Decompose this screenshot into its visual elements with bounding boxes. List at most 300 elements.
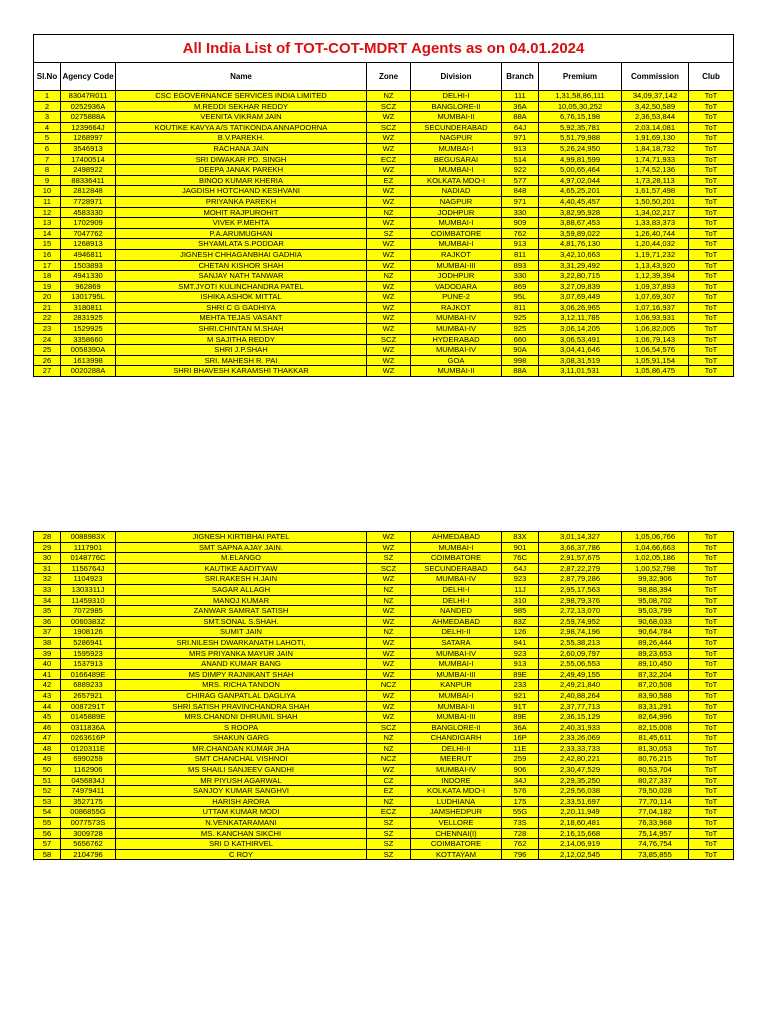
table-row	[34, 648, 734, 659]
cell-zone: WZ	[367, 313, 411, 324]
cell-agency-code: 1613998	[61, 355, 116, 366]
cell-zone: WZ	[367, 143, 411, 154]
table-row	[34, 143, 734, 154]
table-row	[34, 542, 734, 553]
cell-premium: 4,81,76,130	[539, 239, 622, 250]
cell-commission: 95,08,702	[622, 595, 689, 606]
cell-division: MUMBAI-IV	[411, 345, 502, 356]
cell-zone: NZ	[367, 627, 411, 638]
cell-club: ToT	[689, 228, 734, 239]
cell-division: JODHPUR	[411, 271, 502, 282]
cell-name: RACHANA JAIN	[116, 143, 367, 154]
cell-name: UTTAM KUMAR MODI	[116, 807, 367, 818]
cell-agency-code: 0275888A	[61, 112, 116, 123]
cell-premium: 2,40,31,933	[539, 722, 622, 733]
table-row	[34, 743, 734, 754]
cell-slno: 5	[34, 133, 61, 144]
table-row	[34, 786, 734, 797]
table-row	[34, 574, 734, 585]
cell-zone: WZ	[367, 165, 411, 176]
table-row	[34, 165, 734, 176]
cell-club: ToT	[689, 775, 734, 786]
cell-branch: 330	[502, 207, 539, 218]
cell-agency-code: 11459310	[61, 595, 116, 606]
cell-club: ToT	[689, 345, 734, 356]
cell-club: ToT	[689, 366, 734, 377]
cell-club: ToT	[689, 122, 734, 133]
cell-slno: 41	[34, 669, 61, 680]
cell-premium: 3,11,01,531	[539, 366, 622, 377]
cell-commission: 87,32,204	[622, 669, 689, 680]
cell-premium: 2,29,56,038	[539, 786, 622, 797]
table-row	[34, 775, 734, 786]
cell-branch: 36A	[502, 101, 539, 112]
cell-division: HYDERABAD	[411, 334, 502, 345]
cell-division: MUMBAI-IV	[411, 765, 502, 776]
cell-division: MUMBAI-IV	[411, 574, 502, 585]
cell-agency-code: 0058390A	[61, 345, 116, 356]
cell-club: ToT	[689, 101, 734, 112]
table-row	[34, 807, 734, 818]
cell-division: NAGPUR	[411, 133, 502, 144]
cell-division: MUMBAI-IV	[411, 324, 502, 335]
cell-club: ToT	[689, 743, 734, 754]
cell-commission: 76,33,968	[622, 818, 689, 829]
cell-zone: CZ	[367, 775, 411, 786]
cell-slno: 17	[34, 260, 61, 271]
cell-division: MUMBAI-II	[411, 366, 502, 377]
cell-branch: 11J	[502, 584, 539, 595]
cell-commission: 98,88,394	[622, 584, 689, 595]
cell-premium: 2,87,22,279	[539, 563, 622, 574]
cell-division: BEGUSARAI	[411, 154, 502, 165]
cell-name: VIVEK P.MEHTA	[116, 218, 367, 229]
cell-commission: 1,20,44,032	[622, 239, 689, 250]
cell-name: SMT SAPNA AJAY JAIN.	[116, 542, 367, 553]
cell-zone: SCZ	[367, 101, 411, 112]
cell-zone: WZ	[367, 196, 411, 207]
cell-club: ToT	[689, 584, 734, 595]
cell-zone: WZ	[367, 574, 411, 585]
table-row	[34, 616, 734, 627]
cell-commission: 89,26,444	[622, 637, 689, 648]
cell-premium: 4,99,81,599	[539, 154, 622, 165]
cell-club: ToT	[689, 324, 734, 335]
table-row	[34, 828, 734, 839]
cell-zone: NZ	[367, 584, 411, 595]
cell-premium: 2,98,79,376	[539, 595, 622, 606]
cell-club: ToT	[689, 218, 734, 229]
cell-branch: 921	[502, 690, 539, 701]
cell-division: JAMSHEDPUR	[411, 807, 502, 818]
cell-division: MUMBAI-IV	[411, 313, 502, 324]
cell-agency-code: 4941330	[61, 271, 116, 282]
table-row	[34, 122, 734, 133]
table-row	[34, 606, 734, 617]
cell-club: ToT	[689, 574, 734, 585]
cell-commission: 99,32,906	[622, 574, 689, 585]
cell-agency-code: 17400514	[61, 154, 116, 165]
cell-name: SHAKUN GARG	[116, 733, 367, 744]
cell-premium: 3,08,31,519	[539, 355, 622, 366]
cell-slno: 34	[34, 595, 61, 606]
cell-club: ToT	[689, 606, 734, 617]
cell-slno: 40	[34, 659, 61, 670]
cell-branch: 73S	[502, 818, 539, 829]
cell-premium: 3,42,10,663	[539, 249, 622, 260]
cell-club: ToT	[689, 133, 734, 144]
cell-agency-code: 0252936A	[61, 101, 116, 112]
cell-division: KOLKATA MDO-I	[411, 175, 502, 186]
cell-zone: WZ	[367, 616, 411, 627]
cell-division: BANGLORE-II	[411, 101, 502, 112]
cell-branch: 971	[502, 196, 539, 207]
cell-club: ToT	[689, 186, 734, 197]
cell-branch: 906	[502, 765, 539, 776]
cell-club: ToT	[689, 532, 734, 543]
cell-slno: 44	[34, 701, 61, 712]
cell-agency-code: 0166489E	[61, 669, 116, 680]
cell-division: CHANDIGARH	[411, 733, 502, 744]
cell-branch: 64J	[502, 563, 539, 574]
cell-premium: 2,72,13,070	[539, 606, 622, 617]
table-row	[34, 91, 734, 102]
cell-slno: 1	[34, 91, 61, 102]
cell-commission: 1,07,69,307	[622, 292, 689, 303]
cell-agency-code: 1595923	[61, 648, 116, 659]
table-body-bottom	[34, 532, 734, 860]
cell-slno: 15	[34, 239, 61, 250]
cell-premium: 2,30,47,529	[539, 765, 622, 776]
cell-commission: 79,50,028	[622, 786, 689, 797]
cell-club: ToT	[689, 849, 734, 860]
cell-premium: 5,92,35,781	[539, 122, 622, 133]
cell-name: BINOD KUMAR KHERIA	[116, 175, 367, 186]
cell-division: NAGPUR	[411, 196, 502, 207]
cell-club: ToT	[689, 112, 734, 123]
cell-name: MRS PRIYANKA MAYUR JAIN	[116, 648, 367, 659]
cell-agency-code: 1104923	[61, 574, 116, 585]
cell-premium: 3,06,26,965	[539, 302, 622, 313]
cell-agency-code: 0060383Z	[61, 616, 116, 627]
cell-agency-code: 6990259	[61, 754, 116, 765]
cell-division: INDORE	[411, 775, 502, 786]
cell-branch: 11E	[502, 743, 539, 754]
cell-division: MUMBAI-I	[411, 659, 502, 670]
cell-division: VADODARA	[411, 281, 502, 292]
cell-agency-code: 0088983X	[61, 532, 116, 543]
cell-branch: 811	[502, 249, 539, 260]
cell-zone: NCZ	[367, 680, 411, 691]
cell-branch: 971	[502, 133, 539, 144]
cell-slno: 37	[34, 627, 61, 638]
cell-zone: SZ	[367, 839, 411, 850]
cell-commission: 83,90,588	[622, 690, 689, 701]
cell-division: GOA	[411, 355, 502, 366]
cell-slno: 11	[34, 196, 61, 207]
cell-branch: 925	[502, 324, 539, 335]
cell-club: ToT	[689, 818, 734, 829]
cell-zone: SZ	[367, 553, 411, 564]
cell-commission: 1,06,79,143	[622, 334, 689, 345]
cell-slno: 47	[34, 733, 61, 744]
cell-club: ToT	[689, 786, 734, 797]
cell-club: ToT	[689, 165, 734, 176]
cell-agency-code: 1303311J	[61, 584, 116, 595]
cell-agency-code: 1537913	[61, 659, 116, 670]
cell-club: ToT	[689, 701, 734, 712]
cell-club: ToT	[689, 271, 734, 282]
cell-branch: 913	[502, 143, 539, 154]
cell-slno: 51	[34, 775, 61, 786]
cell-name: JIGNESH KIRTIBHAI PATEL	[116, 532, 367, 543]
cell-premium: 1,31,58,86,111	[539, 91, 622, 102]
table-row	[34, 271, 734, 282]
cell-zone: WZ	[367, 542, 411, 553]
cell-branch: 36A	[502, 722, 539, 733]
cell-division: MUMBAI-IV	[411, 648, 502, 659]
col-header-club: Club	[689, 63, 734, 91]
cell-zone: WZ	[367, 302, 411, 313]
cell-division: DELHI-I	[411, 584, 502, 595]
cell-name: HARISH ARORA	[116, 796, 367, 807]
cell-commission: 95,03,799	[622, 606, 689, 617]
col-header-name: Name	[116, 63, 367, 91]
cell-name: CHETAN KISHOR SHAH	[116, 260, 367, 271]
cell-slno: 58	[34, 849, 61, 860]
cell-commission: 1,00,52,798	[622, 563, 689, 574]
table-row	[34, 345, 734, 356]
table-row	[34, 334, 734, 345]
cell-branch: 941	[502, 637, 539, 648]
cell-club: ToT	[689, 733, 734, 744]
cell-zone: SCZ	[367, 563, 411, 574]
cell-branch: 76C	[502, 553, 539, 564]
cell-slno: 24	[34, 334, 61, 345]
cell-commission: 1,06,54,576	[622, 345, 689, 356]
cell-agency-code: 1908126	[61, 627, 116, 638]
cell-slno: 36	[34, 616, 61, 627]
cell-club: ToT	[689, 175, 734, 186]
cell-name: SHYAMLATA S.PODDAR	[116, 239, 367, 250]
cell-slno: 7	[34, 154, 61, 165]
cell-slno: 32	[34, 574, 61, 585]
cell-agency-code: 7072985	[61, 606, 116, 617]
cell-division: MUMBAI-I	[411, 690, 502, 701]
cell-branch: 577	[502, 175, 539, 186]
cell-agency-code: 0148776C	[61, 553, 116, 564]
cell-club: ToT	[689, 292, 734, 303]
table-row	[34, 281, 734, 292]
cell-zone: WZ	[367, 659, 411, 670]
cell-name: SHRI SATISH PRAVINCHANDRA SHAH	[116, 701, 367, 712]
cell-zone: WZ	[367, 218, 411, 229]
cell-commission: 80,27,337	[622, 775, 689, 786]
cell-branch: 998	[502, 355, 539, 366]
cell-branch: 83Z	[502, 616, 539, 627]
cell-agency-code: 74979411	[61, 786, 116, 797]
cell-club: ToT	[689, 143, 734, 154]
cell-slno: 23	[34, 324, 61, 335]
cell-name: SRI.NILESH DWARKANATH LAHOTI,	[116, 637, 367, 648]
cell-division: SECUNDERABAD	[411, 122, 502, 133]
cell-agency-code: 2812848	[61, 186, 116, 197]
cell-commission: 75,14,957	[622, 828, 689, 839]
cell-premium: 2,33,33,733	[539, 743, 622, 754]
cell-name: M SAJITHA REDDY	[116, 334, 367, 345]
cell-agency-code: 0086855G	[61, 807, 116, 818]
cell-name: ISHIKA ASHOK MITTAL	[116, 292, 367, 303]
cell-agency-code: 0087291T	[61, 701, 116, 712]
cell-division: MUMBAI-III	[411, 712, 502, 723]
cell-agency-code: 1117901	[61, 542, 116, 553]
cell-agency-code: 0020288A	[61, 366, 116, 377]
cell-commission: 89,23,653	[622, 648, 689, 659]
cell-name: SMT.JYOTI KULINCHANDRA PATEL	[116, 281, 367, 292]
cell-agency-code: 1239664J	[61, 122, 116, 133]
cell-club: ToT	[689, 563, 734, 574]
cell-slno: 22	[34, 313, 61, 324]
cell-commission: 82,15,008	[622, 722, 689, 733]
cell-name: B.V.PAREKH.	[116, 133, 367, 144]
cell-premium: 2,36,15,129	[539, 712, 622, 723]
cell-slno: 33	[34, 584, 61, 595]
cell-division: SATARA	[411, 637, 502, 648]
table-row	[34, 669, 734, 680]
cell-commission: 1,19,71,232	[622, 249, 689, 260]
cell-slno: 52	[34, 786, 61, 797]
cell-commission: 1,09,37,893	[622, 281, 689, 292]
cell-zone: WZ	[367, 532, 411, 543]
cell-branch: 660	[502, 334, 539, 345]
cell-club: ToT	[689, 302, 734, 313]
cell-premium: 3,07,69,449	[539, 292, 622, 303]
cell-slno: 38	[34, 637, 61, 648]
cell-division: RAJKOT	[411, 249, 502, 260]
cell-name: SANJAY NATH TANWAR	[116, 271, 367, 282]
cell-division: MUMBAI-II	[411, 701, 502, 712]
cell-agency-code: 2657921	[61, 690, 116, 701]
cell-slno: 16	[34, 249, 61, 260]
cell-premium: 3,82,95,928	[539, 207, 622, 218]
table-row	[34, 553, 734, 564]
cell-branch: 514	[502, 154, 539, 165]
cell-commission: 1,33,83,373	[622, 218, 689, 229]
col-header-branch: Branch	[502, 63, 539, 91]
cell-zone: WZ	[367, 355, 411, 366]
table-row	[34, 196, 734, 207]
cell-premium: 3,06,14,205	[539, 324, 622, 335]
table-row	[34, 637, 734, 648]
col-header-premium: Premium	[539, 63, 622, 91]
cell-name: ZANWAR SAMRAT SATISH	[116, 606, 367, 617]
cell-premium: 2,49,49,155	[539, 669, 622, 680]
table-row	[34, 701, 734, 712]
cell-agency-code: 2498922	[61, 165, 116, 176]
cell-agency-code: 1301795L	[61, 292, 116, 303]
cell-commission: 1,05,86,475	[622, 366, 689, 377]
cell-agency-code: 0311836A	[61, 722, 116, 733]
cell-zone: NZ	[367, 595, 411, 606]
cell-zone: WZ	[367, 324, 411, 335]
cell-name: SMT.SONAL S.SHAH.	[116, 616, 367, 627]
cell-zone: WZ	[367, 345, 411, 356]
cell-agency-code: 1162906	[61, 765, 116, 776]
cell-zone: WZ	[367, 712, 411, 723]
cell-slno: 48	[34, 743, 61, 754]
cell-division: MEERUT	[411, 754, 502, 765]
cell-name: SRI D KATHIRVEL	[116, 839, 367, 850]
cell-commission: 83,31,291	[622, 701, 689, 712]
cell-name: MS. KANCHAN SIKCHI	[116, 828, 367, 839]
cell-division: MUMBAI-II	[411, 112, 502, 123]
cell-division: MUMBAI-I	[411, 165, 502, 176]
cell-club: ToT	[689, 616, 734, 627]
cell-branch: 909	[502, 218, 539, 229]
cell-branch: 95L	[502, 292, 539, 303]
cell-club: ToT	[689, 334, 734, 345]
cell-name: MRS. RICHA TANDON	[116, 680, 367, 691]
cell-agency-code: 3546913	[61, 143, 116, 154]
cell-agency-code: 1156764J	[61, 563, 116, 574]
cell-club: ToT	[689, 680, 734, 691]
cell-commission: 1,26,40,744	[622, 228, 689, 239]
cell-name: VEENITA VIKRAM JAIN	[116, 112, 367, 123]
cell-commission: 1,73,28,113	[622, 175, 689, 186]
cell-branch: 796	[502, 849, 539, 860]
cell-zone: ECZ	[367, 807, 411, 818]
cell-club: ToT	[689, 796, 734, 807]
cell-club: ToT	[689, 91, 734, 102]
cell-premium: 2,95,17,563	[539, 584, 622, 595]
cell-branch: 88A	[502, 366, 539, 377]
cell-agency-code: 88336411	[61, 175, 116, 186]
table-row	[34, 722, 734, 733]
cell-zone: WZ	[367, 249, 411, 260]
cell-slno: 57	[34, 839, 61, 850]
table-row	[34, 627, 734, 638]
cell-division: KOLKATA MDO-I	[411, 786, 502, 797]
cell-agency-code: 4583330	[61, 207, 116, 218]
cell-branch: 90A	[502, 345, 539, 356]
cell-commission: 1,50,50,201	[622, 196, 689, 207]
cell-slno: 14	[34, 228, 61, 239]
cell-commission: 1,74,52,136	[622, 165, 689, 176]
cell-zone: NZ	[367, 733, 411, 744]
cell-agency-code: 2104796	[61, 849, 116, 860]
cell-branch: 576	[502, 786, 539, 797]
cell-commission: 3,42,50,589	[622, 101, 689, 112]
cell-club: ToT	[689, 260, 734, 271]
cell-branch: 55G	[502, 807, 539, 818]
cell-commission: 2,03,14,081	[622, 122, 689, 133]
cell-premium: 4,97,02,044	[539, 175, 622, 186]
table-row	[34, 175, 734, 186]
cell-agency-code: 1702909	[61, 218, 116, 229]
table-row	[34, 563, 734, 574]
cell-division: AHMEDABAD	[411, 532, 502, 543]
cell-zone: NZ	[367, 271, 411, 282]
cell-premium: 2,20,11,949	[539, 807, 622, 818]
cell-premium: 2,37,77,713	[539, 701, 622, 712]
col-header-division: Division	[411, 63, 502, 91]
cell-commission: 77,70,114	[622, 796, 689, 807]
cell-division: DELHI-I	[411, 595, 502, 606]
cell-agency-code: 1503893	[61, 260, 116, 271]
cell-name: SRI DIWAKAR PD. SINGH	[116, 154, 367, 165]
cell-commission: 1,13,43,920	[622, 260, 689, 271]
cell-slno: 20	[34, 292, 61, 303]
